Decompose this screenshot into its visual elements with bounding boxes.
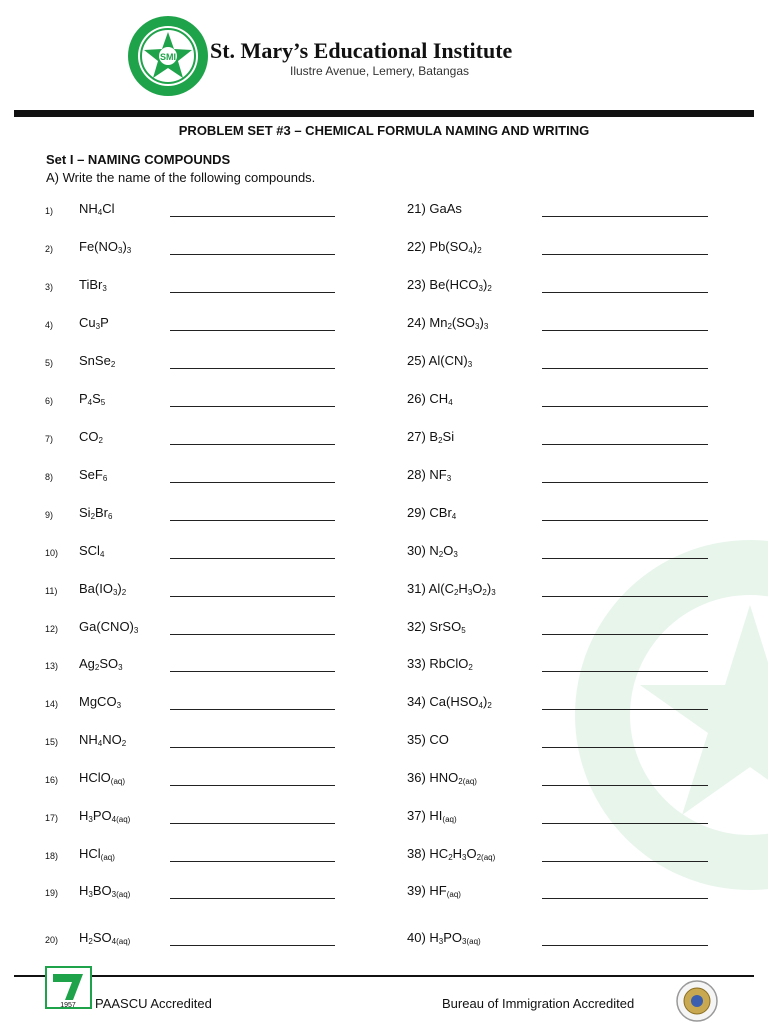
compound-formula: 37) $HI_{(aq)}$ [407, 808, 457, 824]
compound-formula: 29) CBr$_4$ [407, 505, 457, 521]
item-number: 11) [45, 586, 58, 596]
item-number: 15) [45, 737, 59, 747]
item-number: 10) [45, 548, 59, 558]
compound-formula: $Ba(IO_3)_2$ [79, 581, 127, 597]
item-number: 19) [45, 888, 59, 898]
item-number: 4) [45, 320, 54, 330]
answer-blank[interactable] [542, 482, 708, 483]
compound-formula: 32) SrSO$_5$ [407, 619, 466, 635]
answer-blank[interactable] [542, 747, 708, 748]
compound-item [0, 353, 768, 373]
answer-blank[interactable] [542, 330, 708, 331]
answer-blank[interactable] [542, 406, 708, 407]
item-number: 5) [45, 358, 54, 368]
compound-item [0, 694, 768, 714]
school-name: St. Mary’s Educational Institute [210, 38, 513, 63]
compound-formula: 31) $Al(C_2H_3O_2)_3$ [407, 581, 496, 597]
instruction-text: A) Write the name of the following compounds. [46, 170, 316, 185]
compound-formula: 40) $H_3PO_{3(aq)}$ [407, 930, 481, 946]
answer-blank[interactable] [542, 368, 708, 369]
school-logo [126, 14, 210, 98]
compound-item [0, 808, 768, 828]
immigration-accredited-label: Bureau of Immigration Accredited [442, 996, 635, 1011]
compound-formula: $Ag_2SO_3$ [79, 656, 123, 672]
answer-blank[interactable] [542, 520, 708, 521]
item-number: 13) [45, 661, 59, 671]
answer-blank[interactable] [542, 945, 708, 946]
answer-blank[interactable] [542, 444, 708, 445]
item-number: 1) [45, 206, 54, 216]
compound-formula: HClO$_{(aq)}$ [79, 770, 126, 786]
item-number: 9) [45, 510, 54, 520]
compound-item [0, 543, 768, 563]
compound-formula: $H_2SO_{4(aq)}$ [79, 930, 131, 946]
compound-item [0, 201, 768, 221]
compound-formula: 34) $Ca(HSO_4)_2$ [407, 694, 492, 710]
item-number: 20) [45, 935, 59, 945]
answer-blank[interactable] [542, 861, 708, 862]
footer-divider [14, 975, 754, 977]
compound-formula: 39) $HF_{(aq)}$ [407, 883, 461, 899]
compound-item [0, 391, 768, 411]
compound-item [0, 239, 768, 259]
compound-item [0, 505, 768, 525]
compound-item [0, 732, 768, 752]
compound-formula: SnSe$_2$ [79, 353, 116, 369]
item-number: 8) [45, 472, 54, 482]
compound-formula: 33) RbClO$_2$ [407, 656, 473, 672]
compound-item [0, 883, 768, 903]
compound-formula: SeF$_6$ [79, 467, 108, 483]
compound-formula: 30) $N_2O_3$ [407, 543, 458, 559]
item-number: 3) [45, 282, 54, 292]
answer-blank[interactable] [542, 596, 708, 597]
compound-item [0, 315, 768, 335]
compound-formula: HCl$_{(aq)}$ [79, 846, 115, 862]
compound-formula: 27) $B_2Si$ [407, 429, 455, 445]
compound-item [0, 467, 768, 487]
compound-formula: 23) $Be(HCO_3)_2$ [407, 277, 492, 293]
compound-item [0, 770, 768, 790]
compound-item [0, 429, 768, 449]
compound-formula: SCl$_4$ [79, 543, 105, 559]
compound-formula: 21) GaAs [407, 201, 462, 216]
compound-item [0, 846, 768, 866]
item-number: 12) [45, 624, 59, 634]
item-number: 6) [45, 396, 54, 406]
paascu-logo-year: 1957 [60, 1002, 76, 1009]
paascu-accredited-label: PAASCU Accredited [95, 996, 212, 1011]
answer-blank[interactable] [542, 254, 708, 255]
compound-formula: $P_4S_5$ [79, 391, 106, 407]
answer-blank[interactable] [542, 709, 708, 710]
logo-text: SMI [159, 52, 177, 62]
answer-blank[interactable] [542, 634, 708, 635]
compound-item [0, 581, 768, 601]
compound-formula: 22) $Pb(SO_4)_2$ [407, 239, 482, 255]
compound-formula: $H_3BO_{3(aq)}$ [79, 883, 131, 899]
compound-formula: $Cu_3P$ [79, 315, 109, 331]
answer-blank[interactable] [542, 216, 708, 217]
compound-formula: $NH_4Cl$ [79, 201, 115, 217]
item-number: 16) [45, 775, 59, 785]
compound-formula: $Fe(NO_3)_3$ [79, 239, 132, 255]
compound-formula: $Ga(CNO)_3$ [79, 619, 139, 635]
set-title: Set I – NAMING COMPOUNDS [46, 152, 231, 167]
answer-blank[interactable] [542, 823, 708, 824]
paascu-logo [45, 966, 92, 1009]
compound-formula: $NH_4NO_2$ [79, 732, 127, 748]
answer-blank[interactable] [542, 292, 708, 293]
immigration-seal [672, 979, 722, 1023]
answer-blank[interactable] [542, 671, 708, 672]
compound-formula: 36) $HNO_{2(aq)}$ [407, 770, 477, 786]
header-divider [14, 110, 754, 117]
school-address: Ilustre Avenue, Lemery, Batangas [290, 64, 469, 78]
compound-formula: TiBr$_3$ [79, 277, 107, 293]
document-title: PROBLEM SET #3 – CHEMICAL FORMULA NAMING AND WRITING [178, 123, 590, 138]
compound-formula: 25) $Al(CN)_3$ [407, 353, 473, 369]
compound-formula: MgCO$_3$ [79, 694, 122, 710]
compound-formula: 26) $CH_4$ [407, 391, 453, 407]
answer-blank[interactable] [542, 558, 708, 559]
compound-formula: 24) $Mn_2(SO_3)_3$ [407, 315, 489, 331]
answer-blank[interactable] [542, 785, 708, 786]
compound-item [0, 619, 768, 639]
compound-formula: 35) CO [407, 732, 449, 747]
compound-item [0, 277, 768, 297]
compound-formula: $CO_2$ [79, 429, 103, 445]
compound-formula: 38) $HC_2H_3O_{2(aq)}$ [407, 846, 496, 862]
compound-formula: $H_3PO_{4(aq)}$ [79, 808, 131, 824]
item-number: 18) [45, 851, 59, 861]
page-header [0, 0, 768, 118]
compound-formula: $Si_2Br_6$ [79, 505, 113, 521]
answer-blank[interactable] [542, 898, 708, 899]
item-number: 14) [45, 699, 59, 709]
item-number: 2) [45, 244, 54, 254]
compound-formula: 28) $NF_3$ [407, 467, 452, 483]
item-number: 7) [45, 434, 54, 444]
compound-item [0, 930, 768, 950]
item-number: 17) [45, 813, 59, 823]
compound-item [0, 656, 768, 676]
